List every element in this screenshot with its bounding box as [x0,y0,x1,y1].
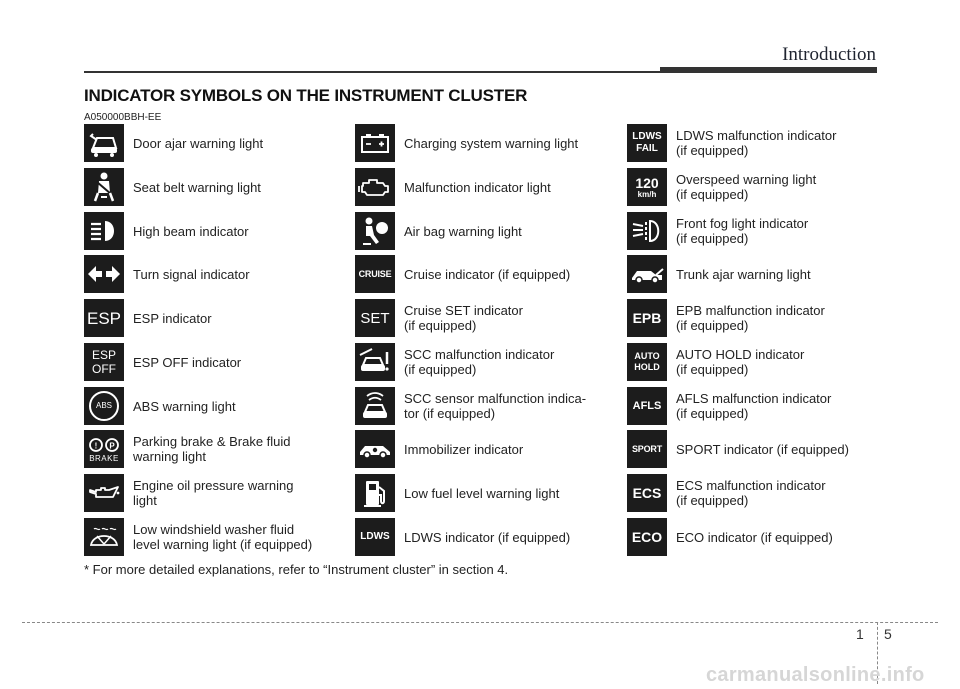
footer-dashed-rule [22,622,938,623]
indicator-label: AFLS malfunction indicator (if equipped) [676,391,832,421]
indicator-row [355,387,586,425]
indicator-label: Door ajar warning light [133,135,264,151]
indicator-label: Immobilizer indicator [404,441,524,457]
indicator-row [627,124,836,162]
cruise-icon: CRUISE [355,255,395,293]
header-rule-thin [84,71,660,73]
indicator-row [627,212,808,250]
indicator-row [355,168,551,206]
indicator-label: Charging system warning light [404,135,579,151]
indicator-label: ESP indicator [133,310,212,326]
indicator-row [627,168,816,206]
indicator-row [627,343,804,381]
indicator-row [627,387,831,425]
indicator-label: Parking brake & Brake fluid warning light [133,434,291,464]
indicator-row [84,168,261,206]
indicator-row [84,343,241,381]
indicator-row [355,343,554,381]
page-number: 5 [884,626,892,642]
oil-can-icon [84,474,124,512]
section-title: INDICATOR SYMBOLS ON THE INSTRUMENT CLUSTER [84,86,528,105]
immobilizer-icon [355,430,395,468]
esp-off-icon: ESP OFF [84,343,124,381]
abs-icon: ABS [84,387,124,425]
fog-light-icon [627,212,667,250]
esp-icon: ESP [84,299,124,337]
trunk-ajar-icon [627,255,667,293]
afls-icon: AFLS [627,387,667,425]
turn-signal-icon [84,255,124,293]
cruise-set-icon: SET [355,299,395,337]
chapter-title: Introduction [782,44,876,65]
svg-text:!: ! [94,441,98,450]
indicator-row [84,430,291,468]
ldws-icon: LDWS [355,518,395,556]
indicator-label: Cruise SET indicator (if equipped) [404,303,523,333]
seat-belt-icon [84,168,124,206]
indicator-label: LDWS indicator (if equipped) [404,529,571,545]
ldws-fail-icon: LDWS FAIL [627,124,667,162]
indicator-row [355,212,522,250]
indicator-row [627,255,811,293]
indicator-row [355,430,523,468]
indicator-row [627,474,826,512]
indicator-row [355,518,570,556]
indicator-label: ABS warning light [133,398,236,414]
engine-icon [355,168,395,206]
auto-hold-icon: AUTO HOLD [627,343,667,381]
indicator-row [355,299,523,337]
indicator-grid [84,124,884,558]
indicator-label: Low fuel level warning light [404,485,560,501]
brake-icon: ! P BRAKE [84,430,124,468]
footnote: * For more detailed explanations, refer to “Instrument cluster” in section 4. [84,562,509,577]
indicator-row [84,255,250,293]
washer-fluid-icon [84,518,124,556]
indicator-label: LDWS malfunction indicator (if equipped) [676,128,837,158]
scc-malfunction-icon [355,343,395,381]
indicator-label: High beam indicator [133,223,249,239]
sport-icon: SPORT [627,430,667,468]
indicator-label: SPORT indicator (if equipped) [676,441,849,457]
indicator-label: Trunk ajar warning light [676,266,811,282]
indicator-row [84,387,236,425]
indicator-label: ESP OFF indicator [133,354,242,370]
ecs-icon: ECS [627,474,667,512]
indicator-label: EPB malfunction indicator (if equipped) [676,303,825,333]
epb-icon: EPB [627,299,667,337]
indicator-label: Malfunction indicator light [404,179,551,195]
indicator-label: Cruise indicator (if equipped) [404,266,571,282]
indicator-label: Overspeed warning light (if equipped) [676,172,817,202]
indicator-row [84,124,263,162]
indicator-row [84,474,293,512]
indicator-label: Low windshield washer fluid level warning light (if equipped) [133,522,313,552]
indicator-row [355,255,570,293]
indicator-label: AUTO HOLD indicator (if equipped) [676,347,805,377]
battery-icon [355,124,395,162]
svg-text:P: P [109,441,115,450]
indicator-row [355,474,559,512]
watermark: carmanualsonline.info [706,664,925,686]
indicator-row [84,212,249,250]
indicator-label: Engine oil pressure warning light [133,478,294,508]
indicator-row [84,299,212,337]
indicator-row [355,124,578,162]
indicator-row [627,299,825,337]
indicator-row [627,430,849,468]
page-chapter-number: 1 [856,626,864,642]
indicator-row [627,518,833,556]
indicator-label: Turn signal indicator [133,266,250,282]
high-beam-icon [84,212,124,250]
indicator-label: ECO indicator (if equipped) [676,529,833,545]
indicator-label: SCC sensor malfunction indica- tor (if equipped) [404,391,587,421]
door-ajar-icon [84,124,124,162]
section-code: A050000BBH-EE [84,112,162,123]
indicator-label: ECS malfunction indicator (if equipped) [676,478,826,508]
header-rule-thick [660,67,877,73]
indicator-row [84,518,312,556]
overspeed-icon: 120 km/h [627,168,667,206]
indicator-label: Seat belt warning light [133,179,261,195]
indicator-label: SCC malfunction indicator (if equipped) [404,347,555,377]
eco-icon: ECO [627,518,667,556]
indicator-label: Air bag warning light [404,223,522,239]
scc-sensor-icon [355,387,395,425]
indicator-label: Front fog light indicator (if equipped) [676,216,809,246]
fuel-pump-icon [355,474,395,512]
airbag-icon [355,212,395,250]
